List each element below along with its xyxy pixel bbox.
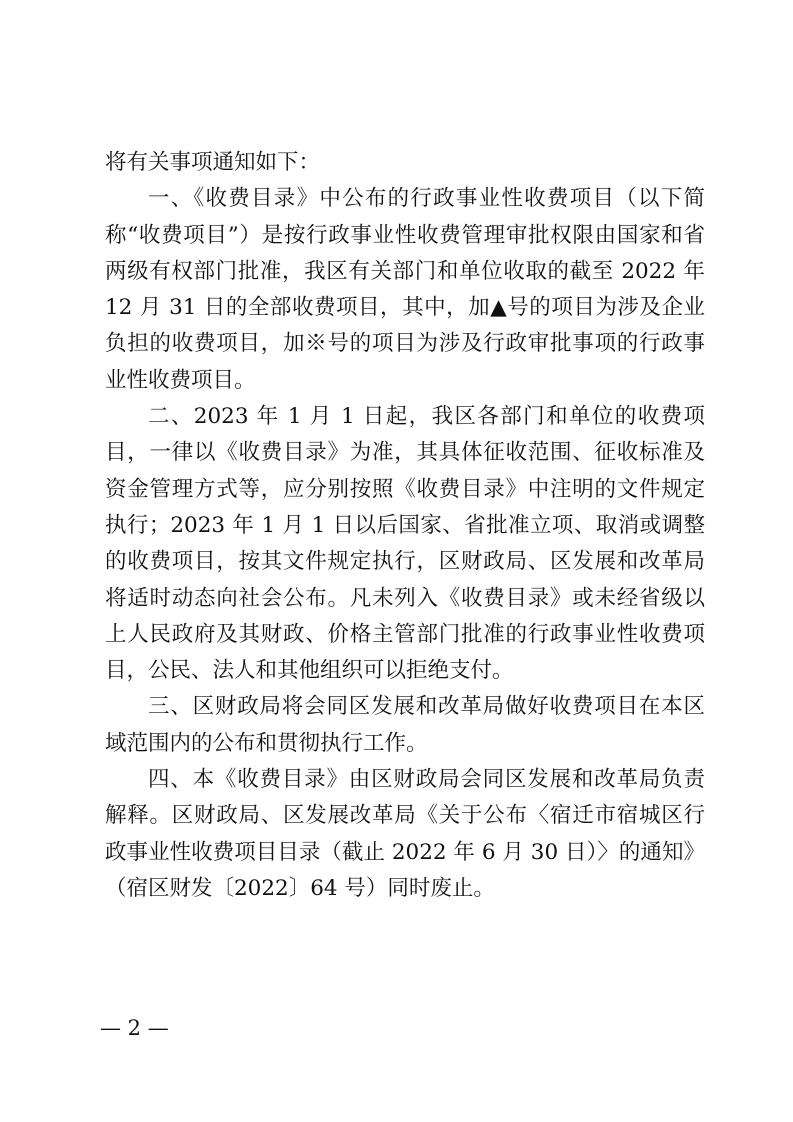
intro-paragraph: 将有关事项通知如下：: [105, 150, 321, 175]
page-number: — 2 —: [100, 1016, 169, 1040]
item-three-paragraph: 三、区财政局将会同区发展和改革局做好收费项目在本区域范围内的公布和贯彻执行工作。: [105, 694, 705, 756]
document-body: [105, 145, 705, 907]
item-four-paragraph: 四、本《收费目录》由区财政局会同区发展和改革局负责解释。区财政局、区发展改革局《关于公布〈宿迁市宿城区行政事业性收费项目目录（截止 2022 年 6 月 30 日）〉的通知》（宿区财发〔2022〕64 号）同时废止。: [105, 767, 705, 901]
item-one-paragraph: 一、《收费目录》中公布的行政事业性收费项目（以下简称“收费项目”）是按行政事业性收费管理审批权限由国家和省两级有权部门批准，我区有关部门和单位收取的截至 2022 年 12 月 31 日的全部收费项目，其中，加▲号的项目为涉及企业负担的收费项目，加※号的项目为涉及行政审批事项的行政事业性收费项目。: [105, 186, 705, 393]
item-two-paragraph: 二、2023 年 1 月 1 日起，我区各部门和单位的收费项目，一律以《收费目录》为准，其具体征收范围、征收标准及资金管理方式等，应分别按照《收费目录》中注明的文件规定执行；2023 年 1 月 1 日以后国家、省批准立项、取消或调整的收费项目，按其文件规定执行，区财政局、区发展和改革局将适时动态向社会公布。凡未列入《收费目录》或未经省级以上人民政府及其财政、价格主管部门批准的行政事业性收费项目，公民、法人和其他组织可以拒绝支付。: [105, 404, 705, 684]
